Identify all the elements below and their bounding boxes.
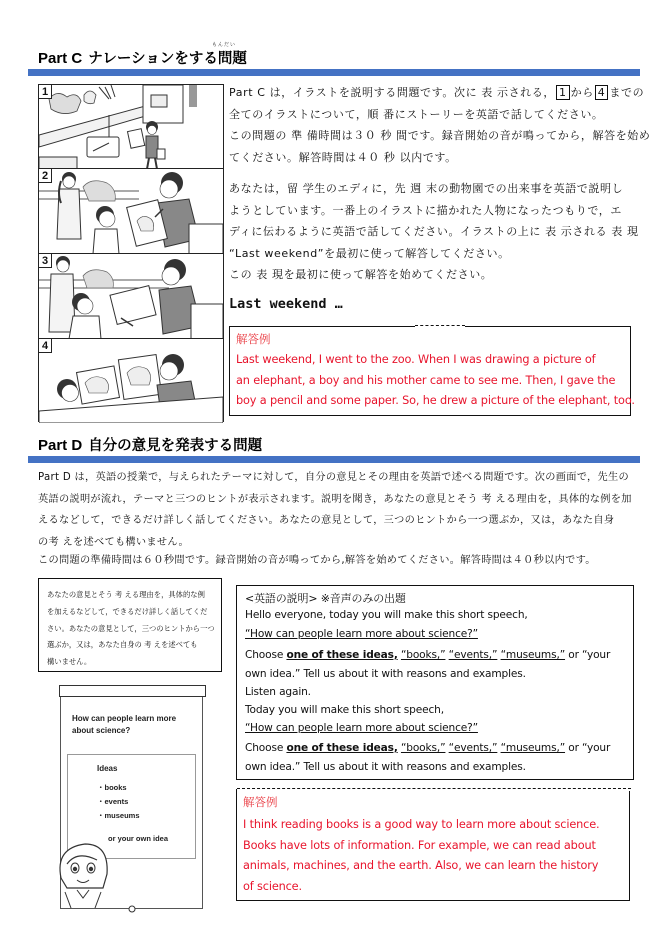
scenario-line-3: ディに伝わるように英語で話してください。イラストの上に 表 示される 表 現 bbox=[229, 225, 639, 238]
part-d-line-5: この問題の準備時間は６０秒間です。録音開始の音が鳴ってから,解答を始めてください。解答時間は４０秒以内です。 bbox=[38, 555, 596, 566]
giving-pencil-illustration bbox=[39, 254, 223, 339]
scenario-line-2: ようとしています。一番上のイラストに描かれた人物になったつもりで，エ bbox=[229, 203, 622, 217]
illustration-panel-1 bbox=[39, 85, 223, 169]
zoo-entrance-illustration bbox=[39, 85, 223, 169]
scenario-line-1: あなたは，留 学生のエディに，先 週 末の動物園での出来事を英語で説明し bbox=[229, 182, 624, 195]
part-d-title-text: 自分の意見を発表する問題 bbox=[88, 438, 263, 454]
part-d-line-4: の考 えを述べても構いません。 bbox=[38, 536, 189, 548]
teacher-screen-board bbox=[60, 685, 203, 909]
speech-tell-line-repeat: own idea.” Tell us about it with reasons and examples. bbox=[245, 761, 526, 773]
board-question: How can people learn more about science? bbox=[72, 714, 177, 735]
speech-today-line: Today you will make this short speech, bbox=[245, 704, 444, 716]
board-stand-knob-icon bbox=[127, 904, 137, 914]
part-d-answer-box bbox=[236, 789, 630, 901]
panel-number: 4 bbox=[39, 339, 52, 353]
speech-choose-line: Choose one of these ideas, “books,” “events,” “museums,” or “your bbox=[245, 649, 611, 661]
part-d-title bbox=[38, 434, 262, 455]
instruction-line-1: Part C は，イラストを説明する問題です。次に 表 示される， bbox=[229, 86, 555, 99]
scenario-line-5: この 表 現を最初に使って解答を始めてください。 bbox=[229, 268, 493, 281]
speech-heading: <英語の説明> ※音声のみの出題 bbox=[245, 592, 406, 605]
illustration-panels bbox=[38, 84, 224, 422]
answer-example-label: 解答例 bbox=[236, 332, 271, 346]
part-c-label: Part C bbox=[38, 50, 83, 67]
part-d-line-1: Part D は，英語の授業で，与えられたテーマに対して，自分の意見とその理由を英語で述べる問題です。次の画面で，先生の bbox=[38, 472, 629, 483]
speech-topic-repeat: “How can people learn more about science?” bbox=[245, 722, 478, 734]
speech-topic: “How can people learn more about science?” bbox=[245, 628, 478, 640]
instruction-summary-box: あなたの意見とそう 考 える理由を，具体的な例 を加えるなどして，できるだけ詳しく話してくだ さい。あなたの意見として，三つのヒントから一つ 選ぶか，又は，あなた自身の 考 えを述べても 構いません。 bbox=[38, 578, 222, 672]
answer-example-label: 解答例 bbox=[243, 795, 278, 809]
narration-prompt: Last weekend … bbox=[229, 296, 343, 312]
speech-choose-line-repeat: Choose one of these ideas, “books,” “events,” “museums,” or “your bbox=[245, 742, 611, 754]
drawing-elephant-illustration bbox=[39, 169, 223, 254]
showing-drawings-illustration bbox=[39, 339, 223, 423]
instruction-tail: から bbox=[570, 86, 594, 99]
dashed-segment bbox=[237, 788, 631, 791]
scenario-line-4: “Last weekend”を最初に使って解答してください。 bbox=[229, 246, 510, 260]
speech-listen-again: Listen again. bbox=[245, 686, 311, 698]
teacher-icon bbox=[53, 838, 123, 908]
part-c-divider-bar bbox=[28, 69, 640, 76]
part-d-line-2: 英語の説明が流れ，テーマと三つのヒントが表示されます。説明を聞き，あなたの意見とそう 考 える理由を，具体的な例を加 bbox=[38, 493, 632, 505]
board-ideas-title: Ideas bbox=[97, 764, 118, 773]
english-explanation-box bbox=[236, 585, 634, 780]
part-c-scenario bbox=[229, 178, 639, 286]
instruction-line-4: てください。解答時間は４０ 秒 以内です。 bbox=[229, 150, 457, 164]
part-c-answer-box bbox=[229, 326, 635, 416]
instruction-line-2: 全てのイラストについて，順 番にストーリーを英語で話してください。 bbox=[229, 107, 604, 121]
board-idea-events: ・events bbox=[97, 797, 129, 806]
board-idea-books: ・books bbox=[97, 783, 127, 792]
part-c-instructions bbox=[229, 82, 651, 168]
board-own-idea: or your own idea bbox=[108, 834, 169, 843]
illustration-panel-4 bbox=[39, 339, 223, 423]
board-idea-museums: ・museums bbox=[97, 811, 140, 820]
panel-number: 2 bbox=[39, 169, 52, 183]
speech-line-hello: Hello everyone, today you will make this short speech, bbox=[245, 609, 528, 621]
part-c-title-ruby: もんだい bbox=[212, 42, 237, 48]
dashed-segment bbox=[415, 325, 465, 328]
answer-example-text: Last weekend, I went to the zoo. When I was drawing a picture of an elephant, a boy and his mother came to see me. Then, I gave the boy a pencil and some paper. So, he drew a picture of the elephant, too. bbox=[236, 353, 635, 407]
speech-tell-line: own idea.” Tell us about it with reasons and examples. bbox=[245, 668, 526, 680]
part-c-title-text: ナレーションをする問題 bbox=[88, 51, 247, 67]
part-d-line-3: えるなどして，できるだけ詳しく話してください。あなたの意見として，三つのヒントから一つ選ぶか，又は，あなた自身 bbox=[38, 515, 615, 526]
part-d-instructions bbox=[38, 467, 632, 572]
part-d-divider-bar bbox=[28, 456, 640, 463]
illustration-panel-3 bbox=[39, 254, 223, 339]
part-d-label: Part D bbox=[38, 437, 83, 454]
panel-number: 1 bbox=[39, 85, 52, 99]
board-top-rail bbox=[59, 685, 206, 697]
panel-number: 3 bbox=[39, 254, 52, 268]
instruction-line-3: この問題の 準 備時間は３０ 秒 間です。録音開始の音が鳴ってから，解答を始め bbox=[229, 129, 651, 142]
instruction-tail-2: までの bbox=[609, 86, 645, 99]
illustration-panel-2 bbox=[39, 169, 223, 254]
box-number-to: 4 bbox=[595, 85, 609, 100]
answer-example-text: I think reading books is a good way to learn more about science. Books have lots of information. For example, we can read about animals, machines, and the earth. Also, we can learn the history of science. bbox=[243, 818, 600, 893]
part-c-title bbox=[38, 47, 247, 68]
box-number-from: 1 bbox=[556, 85, 570, 100]
